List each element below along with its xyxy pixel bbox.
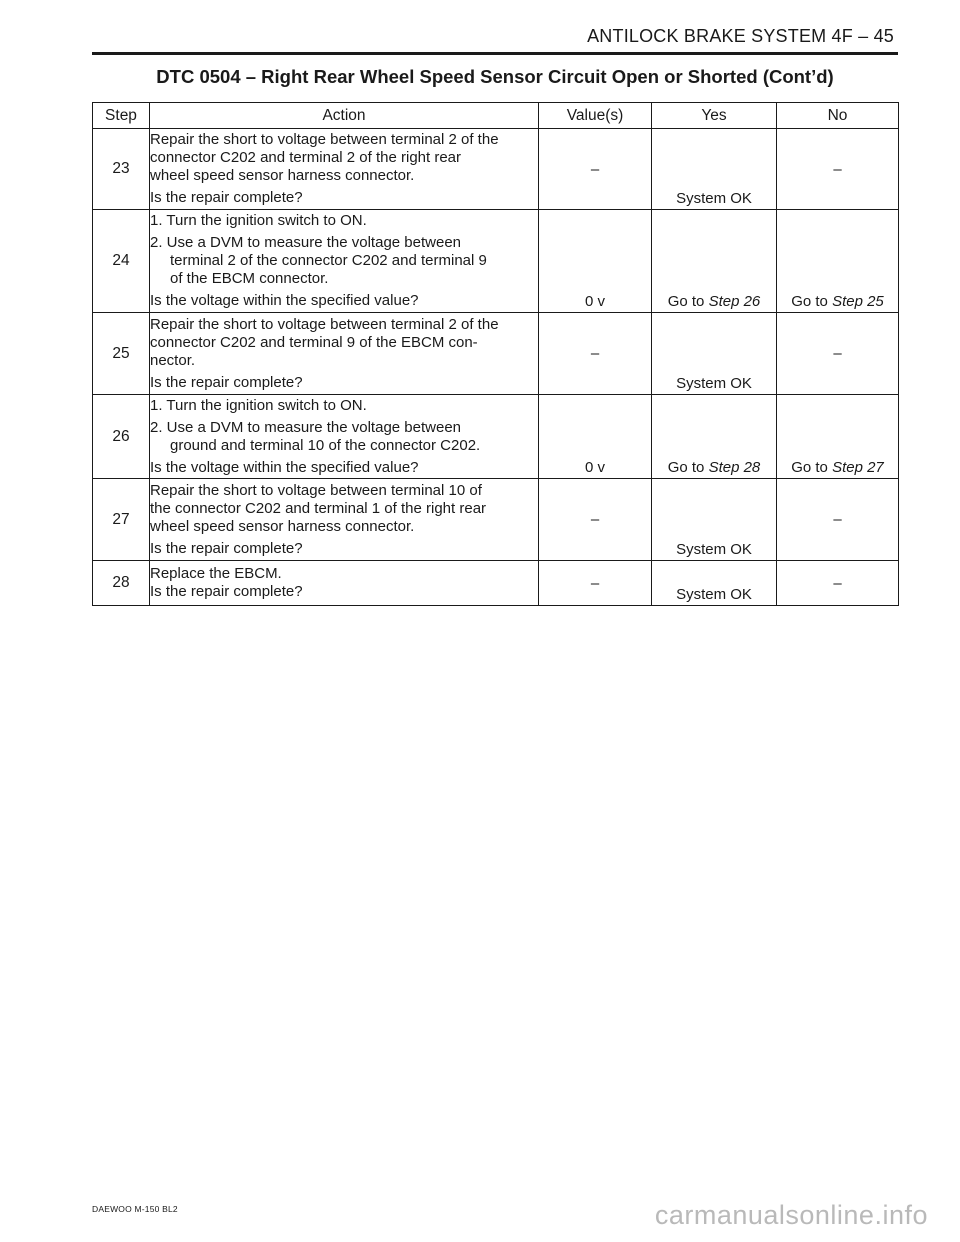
section-header: ANTILOCK BRAKE SYSTEM 4F – 45 [587,26,894,46]
no-step-reference: Step 25 [832,293,884,310]
step-number: 25 [93,313,150,395]
action-line: connector C202 and terminal 9 of the EBCM con- [150,333,478,351]
action-question: Is the voltage within the specified value? [150,458,419,476]
action-instruction: 1. Turn the ignition switch to ON. [150,396,367,414]
no-goto-label: Go to [791,293,833,310]
yes-result: System OK [676,375,752,392]
step-number: 23 [93,129,150,210]
action-question: Is the repair complete? [150,583,303,600]
yes-cell [652,561,777,606]
value-cell: – [539,561,652,606]
action-cell [150,479,539,561]
yes-goto-label: Go to [667,459,709,476]
table-header-row [93,103,899,129]
action-question: Is the repair complete? [150,373,303,391]
watermark: carmanualsonline.info [654,1200,928,1230]
action-instruction-continued: terminal 2 of the connector C202 and terminal 9 [170,252,487,269]
column-header-no: No [777,103,899,129]
action-cell [150,561,539,606]
yes-cell [652,129,777,210]
value-text: 0 v [584,459,605,476]
yes-goto-label: Go to [667,293,709,310]
action-question: Is the repair complete? [150,189,303,206]
step-number: 24 [93,210,150,313]
yes-result: System OK [676,190,752,207]
action-cell [150,313,539,395]
action-instruction-continued: of the EBCM connector. [170,270,329,287]
yes-cell [652,479,777,561]
action-instruction: 1. Turn the ignition switch to ON. [150,212,367,229]
page-title: DTC 0504 – Right Rear Wheel Speed Sensor Circuit Open or Shorted (Cont’d) [156,66,834,87]
action-cell [150,129,539,210]
action-line: wheel speed sensor harness connector. [150,517,415,535]
action-line: Repair the short to voltage between terminal 2 of the [150,131,499,148]
action-line: wheel speed sensor harness connector. [150,167,415,184]
table-row [93,395,899,479]
column-header-step: Step [93,103,150,129]
action-question: Is the repair complete? [150,539,303,557]
yes-cell [652,395,777,479]
action-question: Is the voltage within the specified value? [150,292,419,309]
action-line: Repair the short to voltage between terminal 2 of the [150,315,499,333]
table-row [93,479,899,561]
value-text: 0 v [584,293,605,310]
yes-result: System OK [676,541,752,558]
action-cell [150,395,539,479]
no-goto-label: Go to [791,459,833,476]
value-cell: – [539,129,652,210]
yes-cell [652,210,777,313]
action-line: nector. [150,351,196,369]
action-instruction-continued: ground and terminal 10 of the connector C202. [170,436,481,454]
action-cell [150,210,539,313]
action-instruction: 2. Use a DVM to measure the voltage between [150,234,462,251]
no-cell [777,210,899,313]
column-header-action: Action [150,103,539,129]
yes-cell [652,313,777,395]
no-cell: – [777,479,899,561]
table-row [93,561,899,606]
action-line: connector C202 and terminal 2 of the right rear [150,149,462,166]
step-number: 27 [93,479,150,561]
table-row [93,313,899,395]
action-line: Replace the EBCM. [150,565,282,582]
action-instruction: 2. Use a DVM to measure the voltage between [150,418,462,436]
value-cell: – [539,479,652,561]
no-step-reference: Step 27 [832,459,884,476]
action-line: Repair the short to voltage between terminal 10 of [150,481,482,499]
column-header-values: Value(s) [539,103,652,129]
diagnostic-table [92,102,899,606]
action-line: the connector C202 and terminal 1 of the right rear [150,499,487,517]
value-cell [539,210,652,313]
column-header-yes: Yes [652,103,777,129]
no-cell [777,395,899,479]
no-cell: – [777,129,899,210]
footer-document-code: DAEWOO M-150 BL2 [92,1204,178,1214]
page-header [92,28,898,55]
step-number: 26 [93,395,150,479]
value-cell: – [539,313,652,395]
step-number: 28 [93,561,150,606]
table-row [93,210,899,313]
yes-step-reference: Step 28 [708,459,761,476]
no-cell: – [777,313,899,395]
table-row [93,129,899,210]
value-cell [539,395,652,479]
yes-result: System OK [676,586,752,603]
yes-step-reference: Step 26 [708,293,761,310]
no-cell: – [777,561,899,606]
